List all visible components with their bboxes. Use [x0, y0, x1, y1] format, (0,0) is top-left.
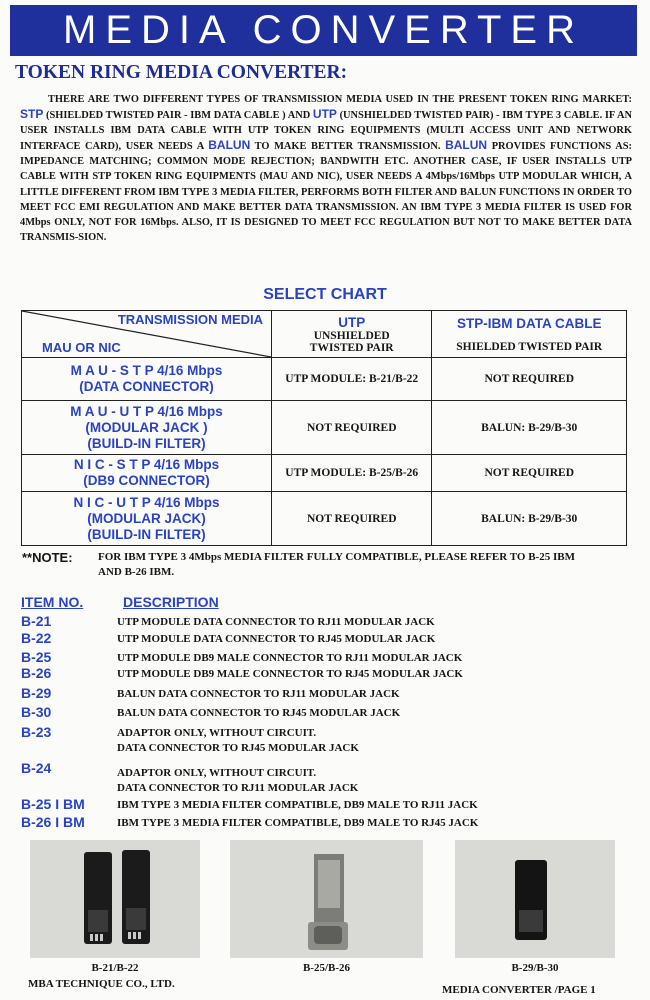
- column-subtitle-utp: UNSHIELDED TWISTED PAIR: [309, 329, 394, 354]
- title-banner: [10, 5, 637, 56]
- photo-caption: B-25/B-26: [302, 962, 351, 974]
- select-chart-title: SELECT CHART: [263, 286, 387, 303]
- row-label-line: M A U - U T P 4/16 Mbps: [70, 403, 223, 419]
- item-description: BALUN DATA CONNECTOR TO RJ11 MODULAR JACK: [117, 688, 400, 700]
- corner-top-label: TRANSMISSION MEDIA: [117, 312, 263, 327]
- item-description: UTP MODULE DATA CONNECTOR TO RJ45 MODULAR JACK: [117, 633, 436, 645]
- item-description: BALUN DATA CONNECTOR TO RJ45 MODULAR JACK: [117, 707, 401, 719]
- row-header: [22, 401, 272, 455]
- item-description: UTP MODULE DB9 MALE CONNECTOR TO RJ11 MODULAR JACK: [117, 652, 463, 664]
- intro-paragraph: [20, 92, 632, 245]
- row-label-line: (DB9 CONNECTOR): [83, 473, 210, 488]
- row-label-line: (BUILD-IN FILTER): [87, 526, 206, 542]
- table-header-row: [22, 311, 627, 358]
- item-description: DATA CONNECTOR TO RJ11 MODULAR JACK: [117, 782, 359, 794]
- item-description: ADAPTOR ONLY, WITHOUT CIRCUIT.: [117, 727, 317, 739]
- item-code: B-29: [21, 685, 52, 701]
- intro-text-4: TO MAKE BETTER TRANSMISSION.: [254, 141, 441, 153]
- item-number-header: ITEM NO.: [21, 594, 84, 610]
- keyword-balun: BALUN: [208, 138, 251, 153]
- intro-text-5: PROVIDES FUNCTIONS AS: IMPEDANCE MATCHING; COMMON MODE REJECTION; BANDWITH ETC. ANOTHER CASE, IF USER INSTALLS UTP CABLE WITH STP TOKEN RING EQUIPMENTS (MAU AND NIC), USER NEEDS A 4Mbps/16Mbps UTP MODULAR WHICH, A LITTLE DIFFERENT FROM IBM TYPE 3 MEDIA FILTER, PERFORMS BOTH FILTER AND BALUN FUNCTIONS IN ORDER TO MEET FCC EMI REGULATION AND MAKE BETTER DATA TRANSMISSION. AN IBM TYPE 3 MEDIA FILTER IS USED FOR 4Mbps ONLY, NOT FOR 16Mbps. ALSO, IT IS DESIGNED TO MEET FCC REGULATION BUT NOT TO MAKE BETTER DATA TRANSMIS-SION.: [20, 141, 632, 243]
- table-row: [22, 492, 627, 546]
- table-row: [22, 358, 627, 401]
- item-description: IBM TYPE 3 MEDIA FILTER COMPATIBLE, DB9 MALE TO RJ11 JACK: [117, 799, 478, 811]
- product-photo-b21-b22: [30, 840, 200, 958]
- row-label-line: (MODULAR JACK): [87, 510, 206, 526]
- item-code: B-26: [21, 665, 52, 681]
- db9-module-illustration: [230, 840, 423, 958]
- cell-utp: UTP MODULE: B-25/B-26: [272, 455, 432, 492]
- cell-stp: NOT REQUIRED: [432, 358, 627, 401]
- row-label-line: N I C - U T P 4/16 Mbps: [73, 494, 220, 510]
- company-name: MBA TECHNIQUE CO., LTD.: [28, 978, 175, 990]
- photo-caption: B-21/B-22: [91, 962, 139, 974]
- modular-module-illustration: [30, 840, 200, 958]
- description-header: DESCRIPTION: [123, 594, 219, 610]
- intro-text-1: THERE ARE TWO DIFFERENT TYPES OF TRANSMISSION MEDIA USED IN THE PRESENT TOKEN RING MARKET:: [48, 94, 632, 105]
- item-code: B-22: [21, 630, 52, 646]
- item-description: UTP MODULE DB9 MALE CONNECTOR TO RJ45 MODULAR JACK: [117, 668, 463, 680]
- table-row: [22, 455, 627, 492]
- column-header-utp: [272, 311, 432, 358]
- cell-utp: NOT REQUIRED: [272, 401, 432, 455]
- row-label-line: (BUILD-IN FILTER): [87, 435, 206, 451]
- column-subtitle-stp: SHIELDED TWISTED PAIR: [456, 340, 603, 353]
- item-description: UTP MODULE DATA CONNECTOR TO RJ11 MODULAR JACK: [117, 616, 435, 628]
- intro-text-2: (SHIELDED TWISTED PAIR - IBM DATA CABLE ) AND: [46, 110, 311, 122]
- cell-utp: UTP MODULE: B-21/B-22: [272, 358, 432, 401]
- keyword-utp: UTP: [312, 107, 337, 122]
- cell-utp: NOT REQUIRED: [272, 492, 432, 546]
- section-subtitle: TOKEN RING MEDIA CONVERTER:: [15, 62, 348, 83]
- note-text: FOR IBM TYPE 3 4Mbps MEDIA FILTER FULLY COMPATIBLE, PLEASE REFER TO B-25 IBM AND B-26 IBM.: [98, 551, 575, 578]
- column-header-stp: [432, 311, 627, 358]
- corner-bottom-label: MAU OR NIC: [42, 340, 121, 355]
- item-code: B-23: [21, 724, 52, 740]
- item-code: B-30: [21, 704, 52, 720]
- column-title-utp: UTP: [338, 314, 366, 330]
- balun-module-illustration: [455, 840, 615, 958]
- table-corner-cell: [22, 311, 272, 358]
- row-label-line: M A U - S T P 4/16 Mbps: [70, 363, 223, 378]
- item-description: IBM TYPE 3 MEDIA FILTER COMPATIBLE, DB9 MALE TO RJ45 JACK: [117, 817, 479, 829]
- cell-stp: BALUN: B-29/B-30: [432, 401, 627, 455]
- row-header: [22, 492, 272, 546]
- cell-stp: BALUN: B-29/B-30: [432, 492, 627, 546]
- row-header: [22, 455, 272, 492]
- row-label-line: (DATA CONNECTOR): [79, 379, 214, 394]
- item-code: B-25: [21, 649, 52, 665]
- row-header: [22, 358, 272, 401]
- column-title-stp: STP-IBM DATA CABLE: [456, 315, 602, 331]
- item-code: B-26 I BM: [21, 814, 85, 830]
- select-chart-table: [21, 310, 627, 546]
- banner-title: MEDIA CONVERTER: [63, 8, 584, 52]
- intro-text-3: (UNSHIELDED TWISTED PAIR) - IBM TYPE 3 CABLE. IF AN USER INSTALLS IBM DATA CABLE WITH UTP TOKEN RING EQUIPMENTS (MULTI ACCESS UNIT AND NETWORK INTERFACE CARD), USER NEEDS A: [20, 110, 632, 153]
- row-label-line: N I C - S T P 4/16 Mbps: [73, 457, 220, 472]
- row-label-line: (MODULAR JACK ): [85, 419, 208, 435]
- item-code: B-25 I BM: [21, 796, 85, 812]
- item-code: B-21: [21, 613, 52, 629]
- product-photo-b29-b30: [455, 840, 615, 958]
- item-description: ADAPTOR ONLY, WITHOUT CIRCUIT.: [117, 767, 317, 779]
- table-row: [22, 401, 627, 455]
- cell-stp: NOT REQUIRED: [432, 455, 627, 492]
- item-description: DATA CONNECTOR TO RJ45 MODULAR JACK: [117, 742, 359, 754]
- keyword-stp: STP: [20, 107, 44, 122]
- photo-caption: B-29/B-30: [511, 962, 559, 974]
- note-label: **NOTE:: [22, 550, 73, 565]
- product-photo-b25-b26: [230, 840, 423, 958]
- item-code: B-24: [21, 760, 52, 776]
- page-number: MEDIA CONVERTER /PAGE 1: [442, 984, 596, 996]
- keyword-balun: BALUN: [445, 138, 488, 153]
